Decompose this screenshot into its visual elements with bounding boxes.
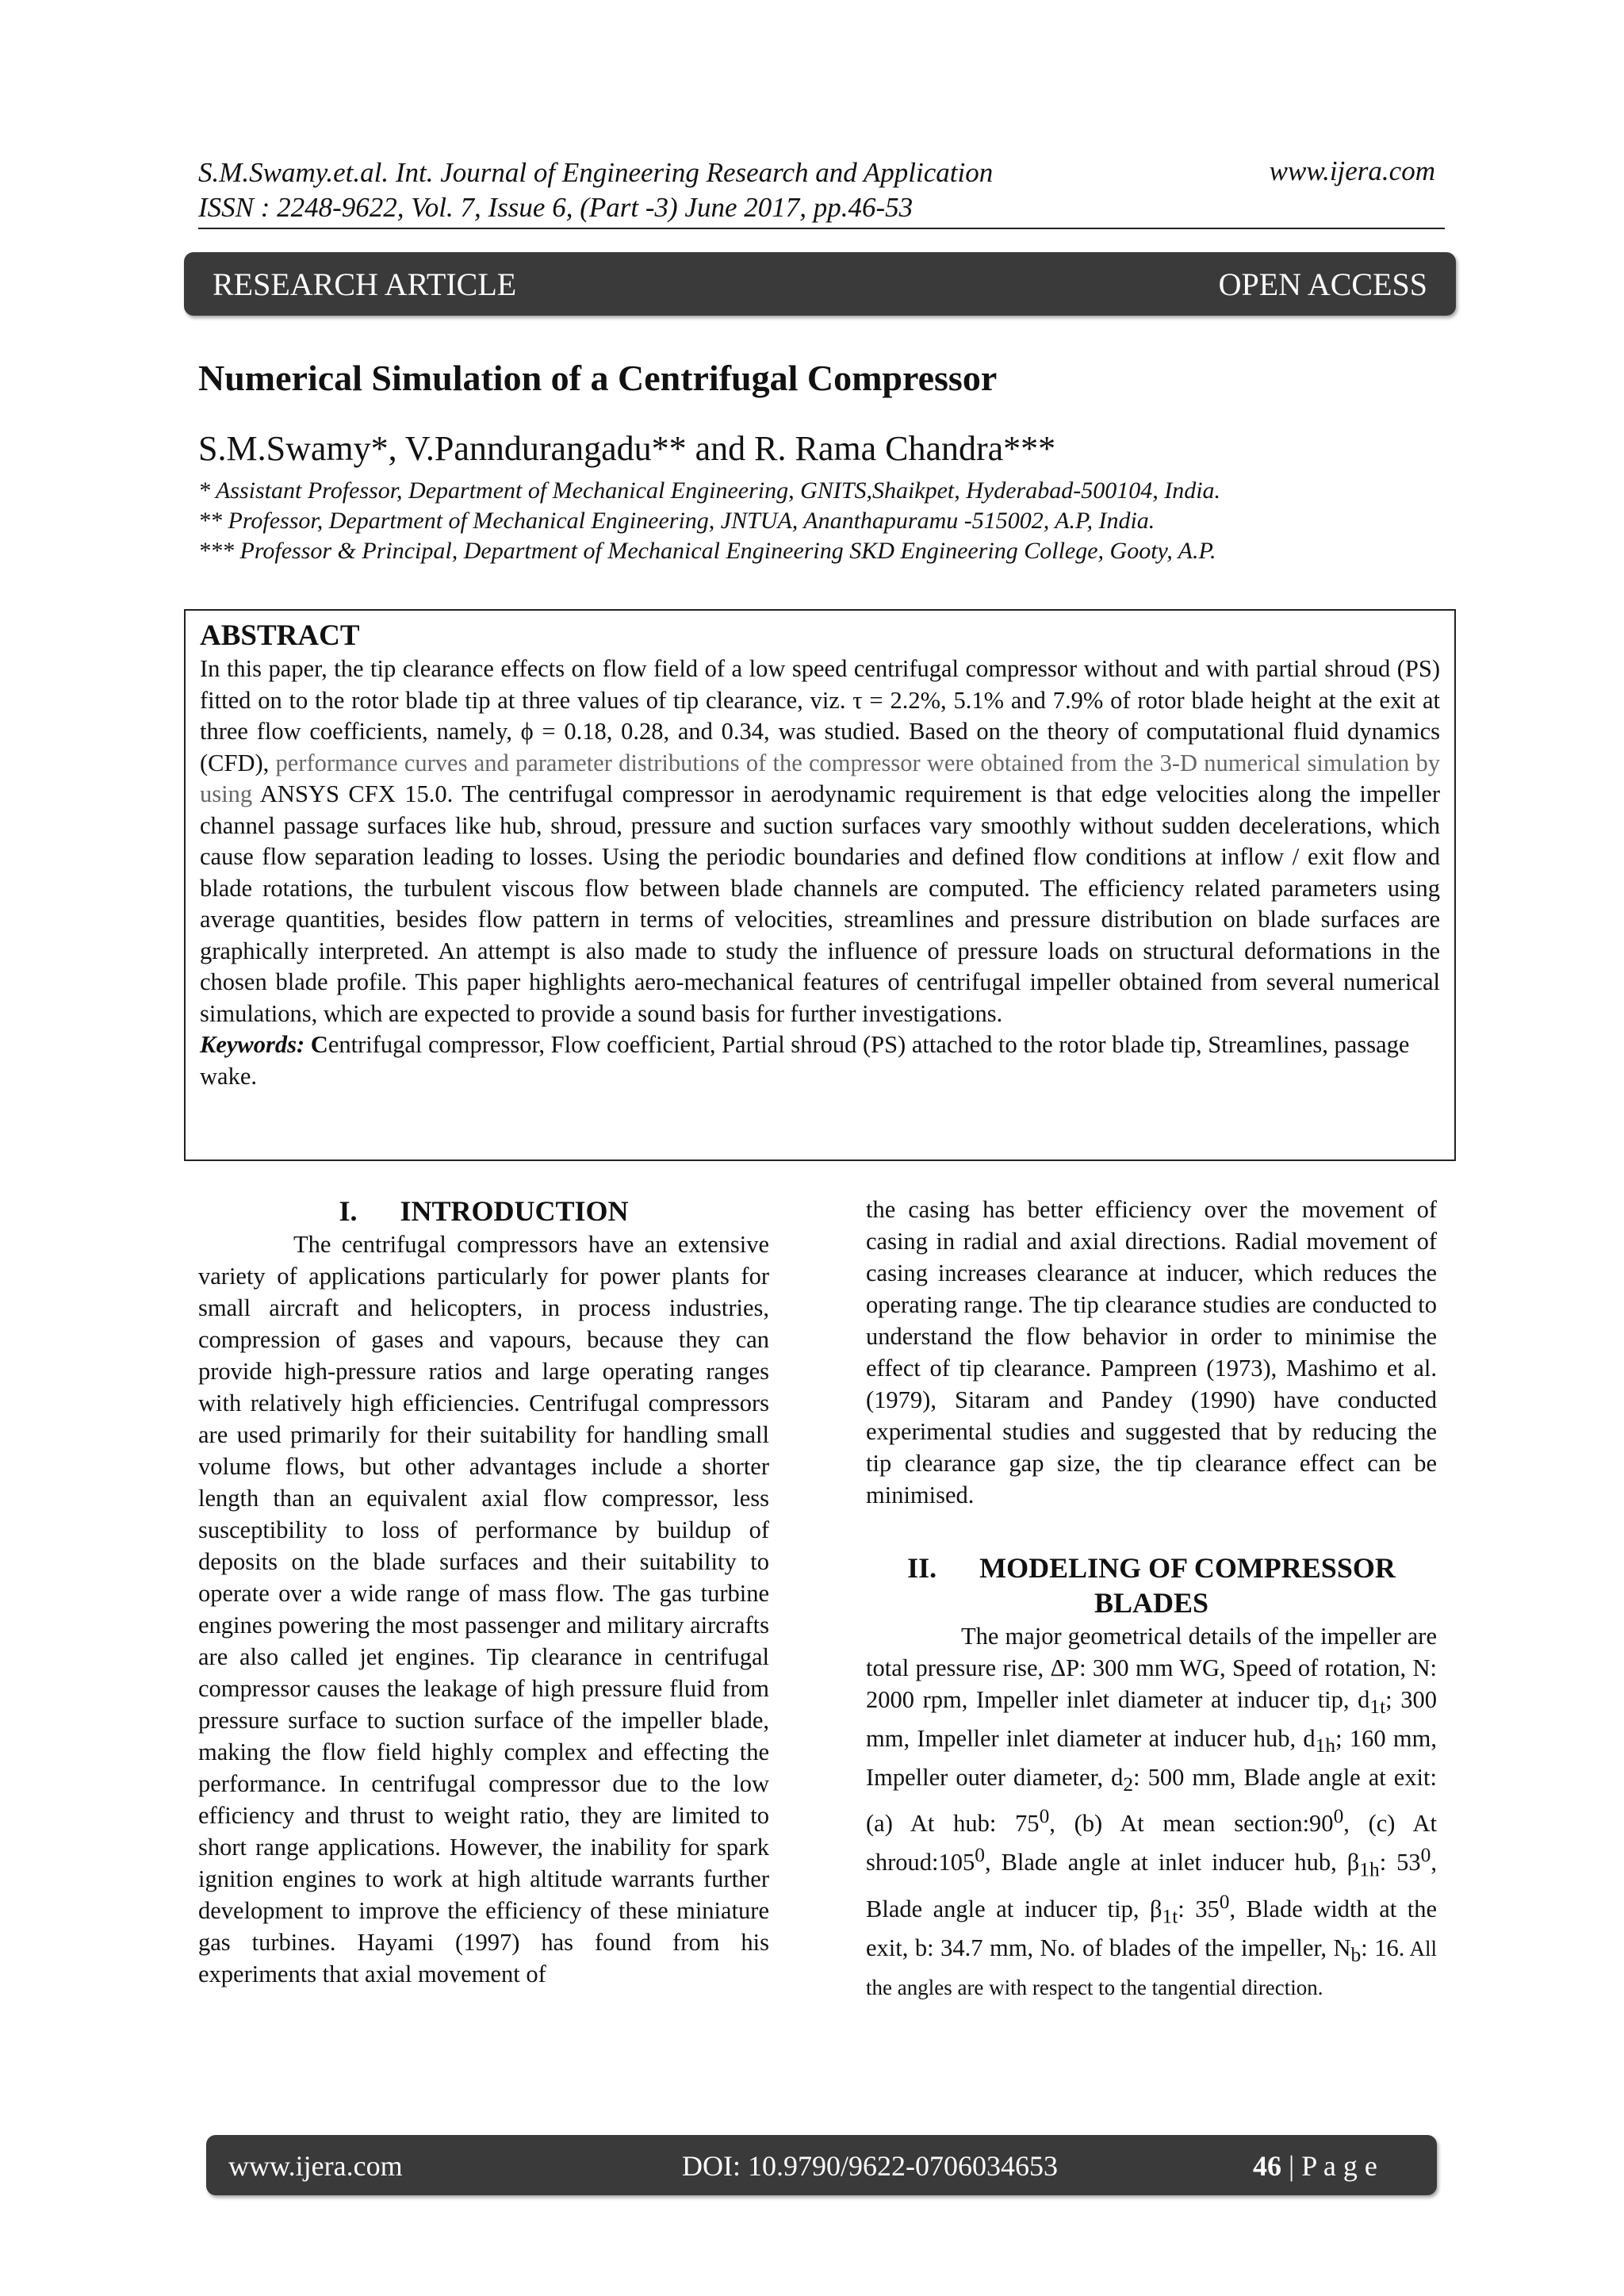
subscript-beta-1h: 1h — [1359, 1858, 1380, 1881]
paper-title: Numerical Simulation of a Centrifugal Compressor — [198, 358, 998, 398]
header-divider — [198, 228, 1445, 229]
introduction-continuation: the casing has better efficiency over the movement of casing in radial and axial directions. Radial movement of casing increases clearance at inducer, which reduces the operating range. The tip clearance studies are conducted to understand the flow behavior in order to minimise the effect of tip clearance. Pampreen (1973), Mashimo et al. (1979), Sitaram and Pandey (1990) have conducted experimental studies and suggested that by reducing the tip clearance gap size, the tip clearance effect can be minimised. — [866, 1196, 1437, 1508]
modeling-text-11: , Blade width at the exit, b: 34.7 mm, No. of blades of the impeller, N — [866, 1895, 1437, 1961]
page-label: | P a g e — [1281, 2150, 1377, 2182]
modeling-text-5: , (b) At mean section:90 — [1049, 1810, 1334, 1838]
subscript-2: 2 — [1123, 1773, 1134, 1796]
abstract-heading: ABSTRACT — [200, 619, 360, 652]
article-type-banner — [184, 252, 1456, 316]
section-2-heading — [866, 1550, 1437, 1620]
subscript-1t: 1t — [1369, 1696, 1386, 1719]
modeling-text-1: The major geometrical details of the impeller are total pressure rise, ΔP: 300 mm WG, Speed of rotation, N: 2000 rpm, Impeller inlet diameter at inducer tip, d — [866, 1623, 1437, 1713]
subscript-b: b — [1350, 1944, 1362, 1967]
keywords-label: Keywords: — [200, 1031, 311, 1058]
modeling-paragraph — [866, 1620, 1437, 2003]
modeling-text-8: : 53 — [1379, 1849, 1421, 1876]
modeling-text-4: : 500 mm, Blade angle at exit: (a) At hub: 75 — [866, 1764, 1437, 1838]
section-2-number: II. — [907, 1552, 937, 1584]
article-type-label: RESEARCH ARTICLE — [213, 266, 517, 302]
subscript-beta-1t: 1t — [1162, 1904, 1178, 1927]
journal-website-link[interactable]: www.ijera.com — [1269, 155, 1435, 186]
superscript-degree-2: 0 — [1333, 1805, 1344, 1828]
abstract-part-3: ANSYS CFX 15.0. The centrifugal compressor in aerodynamic requirement is that edge velocities along the impeller channel passage surfaces like hub, shroud, pressure and suction surfaces vary smoothly without sudden decelerations, which cause flow separation leading to losses. Using the periodic boundaries and defined flow conditions at inflow / exit flow and blade rotations, the turbulent viscous flow between blade channels are computed. The efficiency related parameters using average quantities, besides flow pattern in terms of velocities, streamlines and pressure distribution on blade surfaces are graphically interpreted. An attempt is also made to study the influence of pressure loads on structural deformations in the chosen blade profile. This paper highlights aero-mechanical features of centrifugal impeller obtained from several numerical simulations, which are expected to provide a sound basis for further investigations. — [200, 780, 1440, 1027]
keywords-first-letter: C — [310, 1031, 328, 1058]
issn-line: ISSN : 2248-9622, Vol. 7, Issue 6, (Part -3) June 2017, pp.46-53 — [198, 192, 914, 223]
introduction-paragraph: The centrifugal compressors have an extensive variety of applications particularly for power plants for small aircraft and helicopters, in process industries, compression of gases and vapours, because they can provide high-pressure ratios and large operating ranges with relatively high efficiencies. Centrifugal compressors are used primarily for their suitability for handling small volume flows, but other advantages include a shorter length than an equivalent axial flow compressor, less susceptibility to loss of performance by buildup of deposits on the blade surfaces and their suitability to operate over a wide range of mass flow. The gas turbine engines powering the most passenger and military aircrafts are also called jet engines. Tip clearance in centrifugal compressor causes the leakage of high pressure fluid from pressure surface to suction surface of the impeller blade, making the flow field highly complex and effecting the performance. In centrifugal compressor due to the low efficiency and thrust to weight ratio, they are limited to short range applications. However, the inability for spark ignition engines to work at high altitude warrants further development to improve the efficiency of these miniature gas turbines. Hayami (1997) has found from his experiments that axial movement of — [198, 1231, 769, 1987]
affiliation-3: *** Professor & Principal, Department of Mechanical Engineering SKD Engineering College, Gooty, A.P. — [198, 538, 1216, 564]
section-2-title-line-1: MODELING OF COMPRESSOR — [979, 1552, 1396, 1584]
affiliations — [198, 476, 1220, 566]
abstract-part-2: performance curves and parameter distributions of the compressor were obtained from the 3-D numerical simulation by using — [200, 749, 1440, 807]
superscript-degree-4: 0 — [1420, 1844, 1431, 1867]
modeling-text-tail: All the angles are with respect to the tangential direction. — [866, 1936, 1438, 2000]
abstract-text — [200, 654, 1440, 1029]
affiliation-2: ** Professor, Department of Mechanical Engineering, JNTUA, Ananthapuramu -515002, A.P, India. — [198, 508, 1155, 534]
modeling-text-10: : 35 — [1178, 1895, 1220, 1922]
right-column — [866, 1194, 1437, 2003]
section-1-number: I. — [339, 1195, 358, 1227]
modeling-text-12: : 16. — [1361, 1934, 1405, 1961]
abstract-part-1: In this paper, the tip clearance effects on flow field of a low speed centrifugal compressor without and with partial shroud (PS) fitted on to the rotor blade tip at three values of tip clearance, viz. τ = 2.2%, 5.1% and 7.9% of rotor blade height at the exit at three flow coefficients, namely, ϕ = 0.18, 0.28, and 0.34, was studied. Based on the theory of computational fluid dynamics (CFD), — [200, 655, 1440, 776]
keywords-list: entrifugal compressor, Flow coefficient, Partial shroud (PS) attached to the rotor blade tip, Streamlines, passage wake. — [200, 1031, 1410, 1090]
journal-header — [198, 155, 993, 225]
superscript-degree-1: 0 — [1039, 1805, 1050, 1828]
superscript-degree-3: 0 — [975, 1844, 985, 1867]
section-1-title: INTRODUCTION — [400, 1195, 629, 1227]
affiliation-1: * Assistant Professor, Department of Mechanical Engineering, GNITS,Shaikpet, Hyderabad-500104, India. — [198, 477, 1221, 504]
modeling-text-6: , (c) At shroud:105 — [866, 1810, 1437, 1876]
footer-website-link[interactable]: www.ijera.com — [228, 2150, 403, 2182]
journal-citation-line: S.M.Swamy.et.al. Int. Journal of Engineering Research and Application — [198, 157, 994, 188]
modeling-text-7: , Blade angle at inlet inducer hub, β — [984, 1849, 1360, 1876]
keywords — [200, 1029, 1440, 1092]
subscript-1h: 1h — [1315, 1734, 1336, 1757]
access-type-label: OPEN ACCESS — [1218, 266, 1427, 302]
modeling-text-2: ; 300 mm, Impeller inlet diameter at inducer hub, d — [866, 1686, 1437, 1753]
abstract-box — [184, 609, 1456, 1161]
modeling-text-3: ; 160 mm, Impeller outer diameter, d — [866, 1725, 1438, 1792]
section-1-heading — [198, 1194, 769, 1228]
modeling-text-9: , Blade angle at inducer tip, β — [866, 1849, 1437, 1922]
footer-page-number — [1253, 2149, 1377, 2183]
footer-doi[interactable]: DOI: 10.9790/9622-0706034653 — [682, 2150, 1058, 2182]
superscript-degree-5: 0 — [1219, 1890, 1230, 1913]
left-column — [198, 1194, 769, 1990]
author-list: S.M.Swamy*, V.Panndurangadu** and R. Rama Chandra*** — [198, 429, 1056, 468]
section-2-title-line-2: BLADES — [1094, 1587, 1209, 1619]
page-number: 46 — [1253, 2150, 1281, 2182]
page-footer — [206, 2135, 1437, 2195]
